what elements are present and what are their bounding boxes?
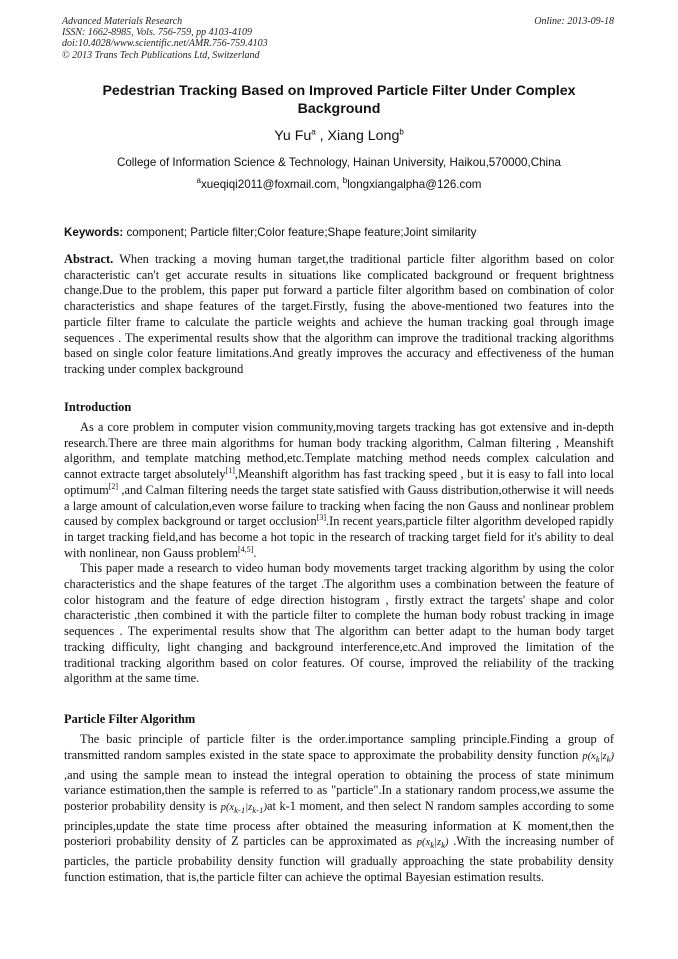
author-separator: , (315, 128, 328, 144)
email-a[interactable]: xueqiqi2011@foxmail.com, (201, 178, 343, 191)
pf-text: at k-1 moment, and then select N random samples according to some principles,update the state time process after obtained the measuring information at K moment,then the posteriori probability density of Z particles can be approximated as (64, 798, 614, 849)
intro-text: As a core problem in computer vision community,moving targets tracking has got extensive and in-depth research.There are three main algorithms for human body tracking algorithm, Calman filtering , Meanshift algorithm, and template matching method,etc.Template matching method needs complex calculation and cannot extracte target absolutely (64, 420, 614, 482)
keywords (64, 226, 476, 239)
paper-title: Pedestrian Tracking Based on Improved Particle Filter Under Complex Background (102, 83, 576, 117)
intro-paragraph-2: This paper made a research to video human body movements target tracking algorithm by using the color characteristics and the shape features of the target .The algorithm uses a combination between the feature of color histogram and the feature of edge direction histogram , firstly extract the targets' shape and color characteristic ,then combined it with the particle filter to complete the human body robust tracking in image sequences . The experimental results show that The algorithm can better adapt to the human body target tracking difficulty, light changing and background interference,etc.And improved the limitation of the traditional tracking algorithm based on color features. Of course, improved the reliability of the tracking algorithm at the same time. (64, 561, 614, 686)
intro-body (64, 420, 614, 687)
abstract (64, 252, 614, 378)
abstract-text: When tracking a moving human target,the traditional particle filter algorithm based on color characteristic can't get accurate results in situations like complicated background or frequent brightness change.Due to the problem, this paper put forward a particle filter algorithm based on combination of color characteristics and shape features of the target.Firstly, fusing the above-mentioned two features into the particle filter frame to calculate the particle weights and achieve the human tracking goal through image sequences . The experimental results show that the algorithm can improve the traditional tracking algorithms based on single color feature limitations.And greatly improves the accuracy and effectiveness of the human tracking under complex background (64, 252, 614, 376)
keywords-text: component; Particle filter;Color feature;Shape feature;Joint similarity (123, 226, 477, 239)
email-b[interactable]: longxiangalpha@126.com (347, 178, 482, 191)
email-line (0, 178, 678, 191)
formula-p-xk-zk: $p(x_k|z_k)$ (582, 750, 614, 764)
author-1: Yu Fu (274, 128, 312, 144)
intro-text: . (253, 545, 257, 560)
formula-p-xk-zk-2: $p(x_k|z_k)$ (416, 837, 449, 851)
pf-text: ,and using the sample mean to instead the integral operation to obtaining the process of state minimum variance estimation,then the sample is referred to as "particle".In a stationary random process,we assume the posterior probability density is (64, 767, 614, 813)
online-date: Online: 2013-09-18 (534, 16, 614, 27)
citation-ref: [3] (316, 513, 327, 523)
author-line (0, 128, 678, 144)
author-2: Xiang Long (327, 128, 400, 144)
intro-paragraph-1 (64, 420, 614, 561)
abstract-label: Abstract. (64, 252, 114, 266)
pf-body (64, 732, 614, 886)
email-a-mark: a (196, 176, 201, 186)
intro-text: ,Meanshift algorithm has fast tracking speed , but it is easy to fall into local optimum (64, 467, 614, 497)
intro-text: ,and Calman filtering needs the target state satisfied with Gauss distribution,otherwise it will needs a large amount of calculation,even worse failure to tracking when facing the non Gauss and nonlinear problem caused by complex background or target occlusion (64, 482, 614, 529)
citation-ref: [1] (225, 465, 235, 475)
pf-text: The basic principle of particle filter is the order.importance sampling principle.Finding a group of transmitted random samples existed in the state space to approximate the probability density function (64, 732, 614, 762)
author-1-mark: a (311, 127, 316, 137)
journal-name: Advanced Materials Research (62, 16, 183, 27)
issn-line: ISSN: 1662-8985, Vols. 756-759, pp 4103-4109 (62, 27, 252, 39)
email-b-mark: b (342, 176, 348, 186)
doi-line[interactable]: doi:10.4028/www.scientific.net/AMR.756-759.4103 (62, 38, 268, 50)
journal-header (62, 16, 268, 61)
pf-paragraph (64, 732, 614, 886)
pf-text: .With the increasing number of particles, the particle probability density function will gradually approaching the state probability density function estimation, that is,the particle filter can achieve the optimal Bayesian estimation results. (64, 834, 615, 884)
copyright-line: © 2013 Trans Tech Publications Ltd, Switzerland (62, 49, 260, 61)
citation-ref: [2] (108, 481, 119, 491)
intro-text: .In recent years,particle filter algorithm developed rapidly in target tracking field,and has become a hot topic in the research of tracking target field for it's ability to deal with nonlinear, non Gauss problem (64, 514, 614, 560)
pf-heading: Particle Filter Algorithm (64, 712, 196, 726)
author-2-mark: b (399, 127, 404, 137)
keywords-label: Keywords: (64, 226, 124, 239)
intro-heading: Introduction (64, 400, 132, 414)
formula-p-xk1-zk1: $p(x_{k-1}|z_{k-1})$ (220, 801, 267, 815)
citation-ref: [4,5] (237, 544, 254, 554)
affiliation: College of Information Science & Technology, Hainan University, Haikou,570000,China (116, 156, 562, 169)
